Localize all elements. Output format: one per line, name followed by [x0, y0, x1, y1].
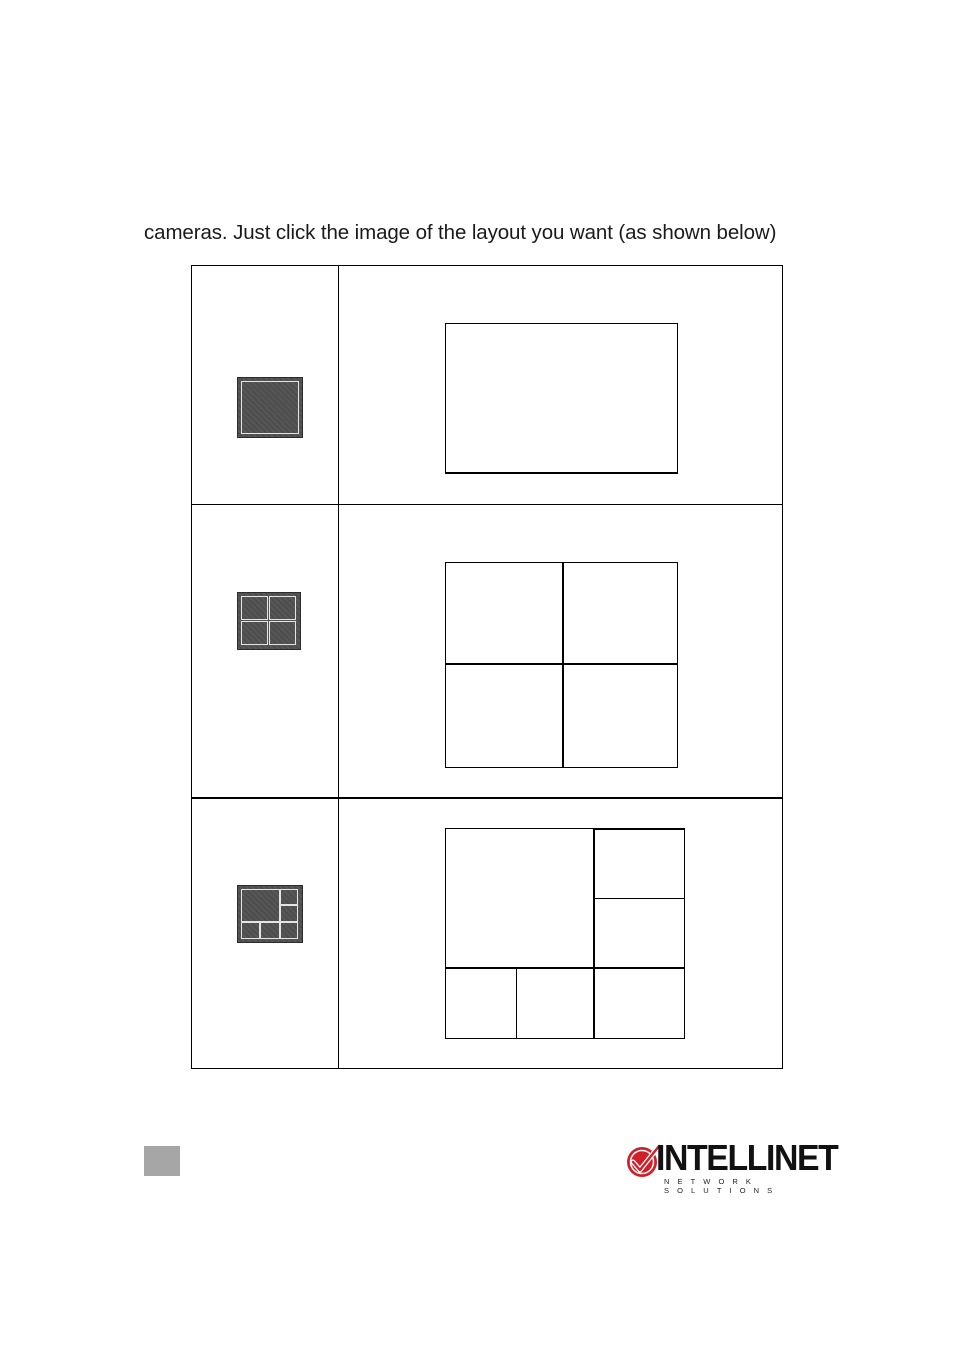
thumb-pane	[260, 922, 280, 939]
layout-table	[191, 265, 783, 1069]
view-pane	[445, 663, 564, 768]
thumb-pane	[241, 922, 260, 939]
single-view-layout-icon[interactable]	[237, 377, 303, 438]
view-pane	[445, 967, 518, 1039]
intellinet-logo	[626, 1137, 842, 1195]
row-divider	[192, 504, 782, 505]
column-divider	[338, 266, 339, 1068]
view-pane	[445, 323, 678, 474]
thumb-pane	[241, 889, 280, 922]
thumb-pane	[280, 922, 298, 939]
quad-view-diagram	[445, 562, 678, 768]
view-pane	[593, 898, 685, 969]
view-pane	[562, 562, 678, 665]
thumb-pane	[241, 621, 268, 645]
brand-name: INTELLINET	[656, 1137, 838, 1178]
thumb-pane	[241, 381, 299, 434]
thumb-pane	[269, 621, 296, 645]
view-pane	[516, 967, 595, 1039]
thumb-pane	[280, 889, 298, 905]
single-view-diagram	[445, 323, 678, 474]
thumb-pane	[269, 596, 296, 620]
page-number-tab	[144, 1146, 180, 1176]
view-pane	[445, 562, 564, 665]
thumb-pane	[241, 596, 268, 620]
thumb-pane	[280, 905, 298, 922]
row-divider	[192, 797, 782, 799]
view-pane	[593, 828, 685, 899]
view-pane	[593, 967, 685, 1039]
intro-paragraph: cameras. Just click the image of the layout you want (as shown below)	[144, 220, 777, 244]
view-pane	[445, 828, 595, 969]
brand-tagline: NETWORK SOLUTIONS	[664, 1177, 781, 1195]
six-view-layout-icon[interactable]	[237, 885, 303, 943]
six-view-diagram	[445, 828, 685, 1039]
quad-view-layout-icon[interactable]	[237, 592, 301, 650]
view-pane	[562, 663, 678, 768]
